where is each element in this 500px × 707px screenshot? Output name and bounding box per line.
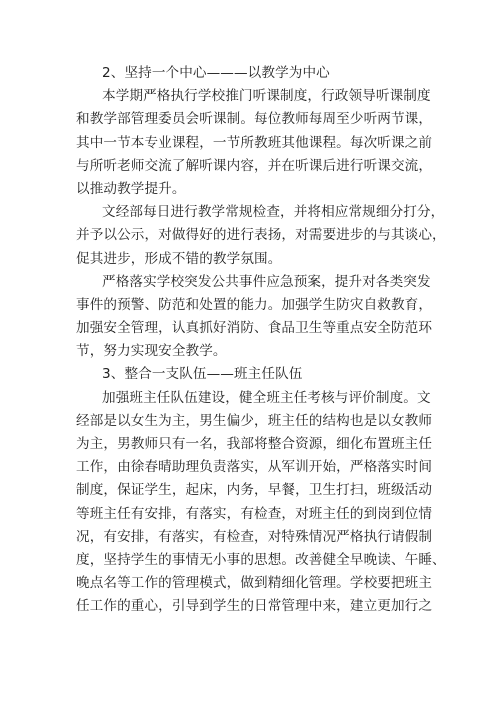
paragraph-line: 本学期严格执行学校推门听课制度，行政领导听课制度 (102, 88, 431, 105)
paragraph-line: 为主，男教师只有一名，我部将整合资源，细化布置班主任 (76, 436, 433, 452)
paragraph-line: 工作，由徐春晴助理负责落实，从军训开始，严格落实时间 (76, 459, 433, 476)
paragraph-line: 与所听老师交流了解听课内容，并在听课后进行听课交流， (76, 157, 433, 174)
paragraph-line: 加强安全管理，认真抓好消防、食品卫生等重点安全防范环 (76, 320, 433, 337)
paragraph-line: 促其进步，形成不错的教学氛围。 (76, 250, 282, 267)
paragraph-line: 文经部每日进行教学常规检查，并将相应常规细分打分， (102, 204, 445, 221)
paragraph-line: 以推动教学提升。 (76, 180, 186, 197)
paragraph-line: 经部是以女生为主，男生偏少，班主任的结构也是以女教师 (76, 412, 433, 429)
paragraph-line: 其中一节本专业课程，一节所教班其他课程。每次听课之前 (76, 134, 433, 151)
paragraph-line: 节，努力实现安全教学。 (76, 343, 227, 360)
paragraph-line: 加强班主任队伍建设，健全班主任考核与评价制度。文 (102, 389, 431, 406)
document-body (76, 62, 446, 619)
paragraph-line: 任工作的重心，引导到学生的日常管理中来，建立更加行之 (76, 598, 433, 615)
section-heading-3: 3、整合一支队伍——班主任队伍 (102, 366, 303, 383)
paragraph-line: 严格落实学校突发公共事件应急预案，提升对各类突发 (102, 273, 431, 290)
paragraph-line: 并予以公示，对做得好的进行表扬，对需要进步的与其谈心， (76, 227, 446, 244)
paragraph-line: 晚点名等工作的管理模式，做到精细化管理。学校要把班主 (76, 575, 433, 592)
paragraph-line: 况，有安排，有落实，有检查，对特殊情况严格执行请假制 (76, 528, 433, 545)
paragraph-line: 度，坚持学生的事情无小事的思想。改善健全早晚读、午睡、 (76, 551, 446, 568)
paragraph-line: 事件的预警、防范和处置的能力。加强学生防灾自救教育， (76, 296, 433, 313)
paragraph-line: 等班主任有安排，有落实，有检查，对班主任的到岗到位情 (76, 505, 433, 522)
section-heading-2: 2、坚持一个中心———以教学为中心 (102, 65, 330, 81)
paragraph-line: 制度，保证学生，起床，内务，早餐，卫生打扫，班级活动 (76, 482, 433, 499)
paragraph-line: 和教学部管理委员会听课制。每位教师每周至少听两节课， (76, 111, 433, 128)
